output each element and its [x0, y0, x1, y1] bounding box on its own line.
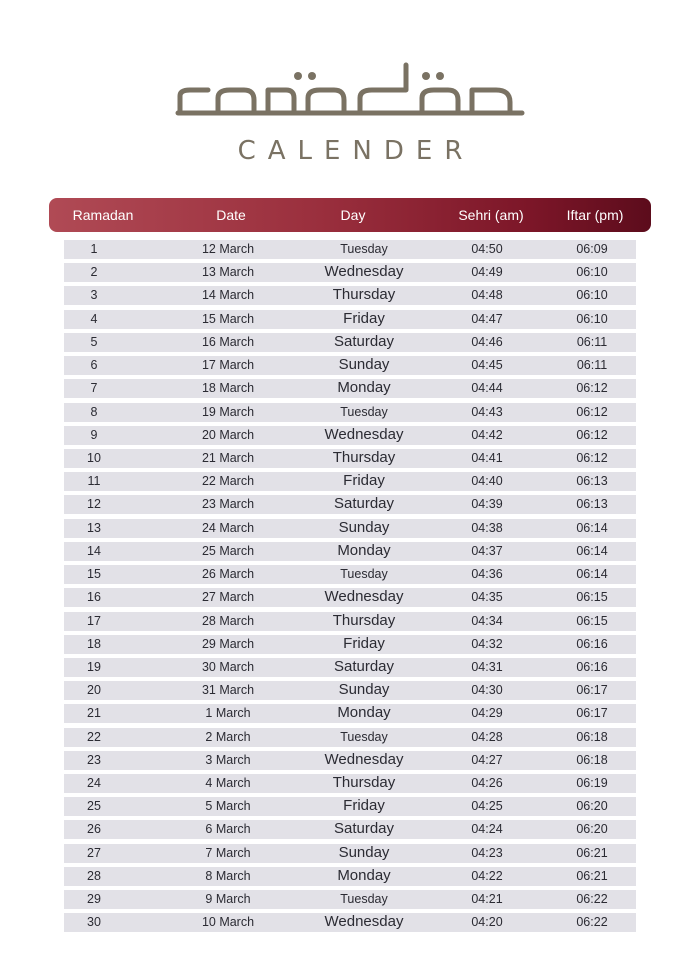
table-row: [64, 240, 636, 259]
cell-sehri: 04:40: [471, 474, 503, 489]
cell-ramadan: 4: [90, 311, 98, 326]
table-row: [64, 356, 636, 375]
table-row: [64, 263, 636, 282]
table-row: [64, 820, 636, 839]
cell-sehri: 04:46: [471, 334, 503, 349]
table-row: [64, 844, 636, 863]
cell-date: 18 March: [201, 381, 255, 396]
cell-date: 16 March: [201, 334, 255, 349]
cell-sehri: 04:39: [471, 497, 503, 512]
cell-ramadan: 13: [87, 520, 101, 535]
table-row: [64, 449, 636, 468]
table-row: [64, 681, 636, 700]
cell-day: Thursday: [332, 774, 396, 792]
cell-sehri: 04:35: [471, 590, 503, 605]
cell-iftar: 06:12: [576, 404, 608, 419]
cell-iftar: 06:13: [576, 474, 608, 489]
table-row: [64, 612, 636, 631]
table-row: [64, 286, 636, 305]
cell-day: Friday: [343, 634, 385, 652]
cell-ramadan: 19: [87, 659, 101, 674]
table-row: [64, 426, 636, 445]
cell-date: 9 March: [205, 892, 251, 907]
cell-day: Monday: [337, 541, 391, 559]
cell-date: 28 March: [201, 613, 255, 628]
cell-sehri: 04:42: [471, 427, 503, 442]
table-row: [64, 704, 636, 723]
calendar-subtitle: CALENDER: [237, 136, 475, 166]
cell-sehri: 04:23: [471, 845, 503, 860]
cell-ramadan: 18: [87, 636, 101, 651]
cell-date: 10 March: [201, 915, 255, 930]
cell-date: 8 March: [205, 868, 251, 883]
cell-date: 26 March: [201, 567, 255, 582]
cell-date: 20 March: [201, 427, 255, 442]
cell-date: 17 March: [201, 358, 255, 373]
table-row: [64, 913, 636, 932]
table-body: [64, 240, 636, 937]
cell-sehri: 04:27: [471, 752, 503, 767]
cell-day: Tuesday: [340, 729, 388, 744]
cell-sehri: 04:50: [471, 242, 503, 256]
cell-day: Monday: [337, 866, 391, 884]
cell-sehri: 04:44: [471, 381, 503, 396]
cell-date: 29 March: [201, 636, 255, 651]
cell-ramadan: 1: [90, 242, 98, 256]
cell-sehri: 04:26: [471, 776, 503, 791]
cell-ramadan: 25: [87, 799, 101, 814]
table-row: [64, 751, 636, 770]
cell-ramadan: 22: [87, 729, 101, 744]
cell-date: 13 March: [201, 265, 255, 280]
table-row: [64, 728, 636, 747]
cell-iftar: 06:17: [576, 683, 608, 698]
cell-day: Wednesday: [324, 588, 404, 606]
cell-iftar: 06:11: [576, 334, 608, 349]
cell-day: Wednesday: [324, 425, 404, 443]
cell-sehri: 04:30: [471, 683, 503, 698]
cell-iftar: 06:17: [576, 706, 608, 721]
cell-ramadan: 24: [87, 776, 101, 791]
cell-day: Friday: [343, 309, 385, 327]
cell-date: 3 March: [205, 752, 251, 767]
table-row: [64, 333, 636, 352]
cell-day: Wednesday: [324, 263, 404, 281]
header-date: Date: [216, 207, 246, 223]
table-row: [64, 565, 636, 584]
cell-date: 2 March: [205, 729, 251, 744]
cell-date: 23 March: [201, 497, 255, 512]
cell-day: Friday: [343, 797, 385, 815]
cell-day: Tuesday: [340, 242, 388, 256]
cell-ramadan: 7: [90, 381, 98, 396]
cell-date: 14 March: [201, 288, 255, 303]
cell-ramadan: 8: [90, 404, 98, 419]
cell-sehri: 04:45: [471, 358, 503, 373]
cell-ramadan: 9: [90, 427, 98, 442]
cell-iftar: 06:18: [576, 729, 608, 744]
cell-sehri: 04:49: [471, 265, 503, 280]
header-iftar: Iftar (pm): [566, 207, 624, 223]
cell-day: Sunday: [338, 518, 390, 536]
cell-sehri: 04:47: [471, 311, 503, 326]
cell-sehri: 04:38: [471, 520, 503, 535]
cell-ramadan: 16: [87, 590, 101, 605]
cell-sehri: 04:43: [471, 404, 503, 419]
cell-iftar: 06:14: [576, 567, 608, 582]
cell-iftar: 06:15: [576, 613, 608, 628]
cell-day: Wednesday: [324, 750, 404, 768]
cell-ramadan: 2: [90, 265, 98, 280]
cell-ramadan: 5: [90, 334, 98, 349]
table-row: [64, 797, 636, 816]
cell-iftar: 06:10: [576, 265, 608, 280]
cell-date: 12 March: [201, 242, 255, 256]
cell-day: Sunday: [338, 356, 390, 374]
cell-iftar: 06:12: [576, 381, 608, 396]
cell-sehri: 04:24: [471, 822, 503, 837]
cell-iftar: 06:12: [576, 450, 608, 465]
cell-day: Saturday: [333, 657, 395, 675]
cell-sehri: 04:34: [471, 613, 503, 628]
cell-ramadan: 15: [87, 567, 101, 582]
cell-iftar: 06:22: [576, 892, 608, 907]
cell-date: 30 March: [201, 659, 255, 674]
table-row: [64, 588, 636, 607]
cell-day: Sunday: [338, 843, 390, 861]
cell-ramadan: 27: [87, 845, 101, 860]
table-header: [49, 198, 651, 232]
cell-date: 21 March: [201, 450, 255, 465]
cell-sehri: 04:21: [471, 892, 503, 907]
table-row: [64, 890, 636, 909]
cell-date: 7 March: [205, 845, 251, 860]
cell-day: Saturday: [333, 332, 395, 350]
cell-date: 4 March: [205, 776, 251, 791]
cell-date: 1 March: [205, 706, 251, 721]
cell-day: Sunday: [338, 681, 390, 699]
cell-day: Tuesday: [340, 567, 388, 582]
cell-iftar: 06:14: [576, 543, 608, 558]
table-row: [64, 658, 636, 677]
cell-ramadan: 30: [87, 915, 101, 930]
cell-sehri: 04:28: [471, 729, 503, 744]
cell-day: Wednesday: [324, 913, 404, 931]
cell-iftar: 06:11: [576, 358, 608, 373]
ramadan-logo-text: [174, 62, 526, 122]
table-row: [64, 495, 636, 514]
cell-ramadan: 29: [87, 892, 101, 907]
cell-ramadan: 14: [87, 543, 101, 558]
table-row: [64, 472, 636, 491]
cell-ramadan: 17: [87, 613, 101, 628]
cell-sehri: 04:20: [471, 915, 503, 930]
header-day: Day: [340, 207, 366, 223]
cell-date: 6 March: [205, 822, 251, 837]
ramadan-logo: [174, 62, 526, 122]
cell-day: Thursday: [332, 448, 396, 466]
cell-ramadan: 6: [90, 358, 98, 373]
cell-date: 25 March: [201, 543, 255, 558]
table-row: [64, 774, 636, 793]
cell-ramadan: 26: [87, 822, 101, 837]
cell-sehri: 04:32: [471, 636, 503, 651]
header-sehri: Sehri (am): [458, 207, 524, 223]
cell-iftar: 06:20: [576, 799, 608, 814]
table-row: [64, 519, 636, 538]
cell-date: 27 March: [201, 590, 255, 605]
cell-iftar: 06:10: [576, 288, 608, 303]
cell-iftar: 06:13: [576, 497, 608, 512]
table-row: [64, 379, 636, 398]
cell-date: 15 March: [201, 311, 255, 326]
cell-ramadan: 23: [87, 752, 101, 767]
cell-day: Thursday: [332, 286, 396, 304]
cell-iftar: 06:19: [576, 776, 608, 791]
cell-iftar: 06:16: [576, 659, 608, 674]
cell-date: 24 March: [201, 520, 255, 535]
cell-iftar: 06:15: [576, 590, 608, 605]
cell-ramadan: 21: [87, 706, 101, 721]
table-row: [64, 403, 636, 422]
cell-day: Saturday: [333, 495, 395, 513]
table-row: [64, 867, 636, 886]
cell-sehri: 04:25: [471, 799, 503, 814]
table-row: [64, 542, 636, 561]
cell-sehri: 04:22: [471, 868, 503, 883]
table-row: [64, 635, 636, 654]
cell-sehri: 04:37: [471, 543, 503, 558]
cell-sehri: 04:48: [471, 288, 503, 303]
cell-date: 31 March: [201, 683, 255, 698]
cell-ramadan: 10: [87, 450, 101, 465]
cell-day: Monday: [337, 704, 391, 722]
cell-iftar: 06:14: [576, 520, 608, 535]
cell-iftar: 06:16: [576, 636, 608, 651]
cell-date: 22 March: [201, 474, 255, 489]
cell-sehri: 04:31: [471, 659, 503, 674]
cell-sehri: 04:36: [471, 567, 503, 582]
cell-day: Friday: [343, 472, 385, 490]
cell-ramadan: 28: [87, 868, 101, 883]
cell-sehri: 04:29: [471, 706, 503, 721]
cell-iftar: 06:12: [576, 427, 608, 442]
table-row: [64, 310, 636, 329]
cell-iftar: 06:10: [576, 311, 608, 326]
header-ramadan: Ramadan: [72, 207, 134, 223]
cell-iftar: 06:18: [576, 752, 608, 767]
cell-date: 5 March: [205, 799, 251, 814]
cell-iftar: 06:09: [576, 242, 608, 256]
cell-ramadan: 12: [87, 497, 101, 512]
cell-day: Tuesday: [340, 892, 388, 907]
cell-ramadan: 11: [87, 474, 101, 489]
cell-date: 19 March: [201, 404, 255, 419]
cell-iftar: 06:22: [576, 915, 608, 930]
cell-iftar: 06:21: [576, 845, 608, 860]
cell-sehri: 04:41: [471, 450, 503, 465]
cell-ramadan: 20: [87, 683, 101, 698]
cell-iftar: 06:21: [576, 868, 608, 883]
cell-ramadan: 3: [90, 288, 98, 303]
cell-day: Thursday: [332, 611, 396, 629]
cell-day: Tuesday: [340, 404, 388, 419]
cell-day: Monday: [337, 379, 391, 397]
cell-day: Saturday: [333, 820, 395, 838]
cell-iftar: 06:20: [576, 822, 608, 837]
